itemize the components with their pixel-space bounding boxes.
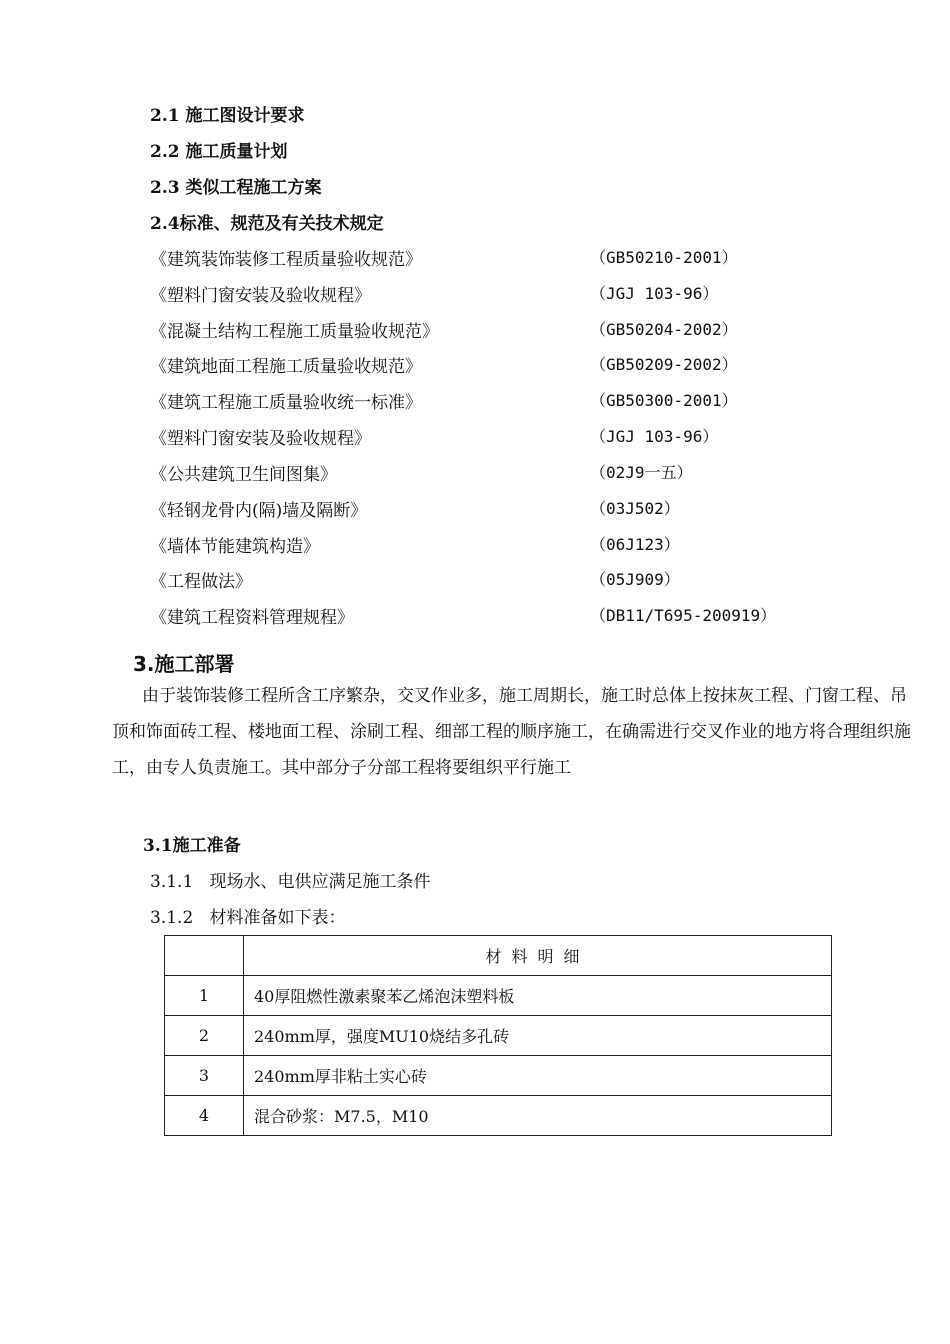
row-description: 240mm厚非粘土实心砖 bbox=[244, 1056, 832, 1096]
section-3-1-title: 3.1施工准备 bbox=[143, 836, 241, 856]
table-row bbox=[165, 1096, 832, 1136]
standard-code: （03J502） bbox=[590, 499, 680, 518]
standard-code: （JGJ 103-96） bbox=[590, 427, 719, 446]
row-number: 2 bbox=[165, 1016, 244, 1056]
item-3-1-1: 3.1.1 现场水、电供应满足施工条件 bbox=[150, 872, 431, 892]
standard-code: （06J123） bbox=[590, 535, 680, 554]
heading-2-3: 2.3 类似工程施工方案 bbox=[150, 178, 322, 198]
table-header-cell: 材料明细 bbox=[244, 936, 832, 976]
standard-title: 《混凝土结构工程施工质量验收规范》 bbox=[150, 322, 439, 342]
standard-code: （GB50210-2001） bbox=[590, 248, 738, 267]
standard-title: 《塑料门窗安装及验收规程》 bbox=[150, 429, 371, 449]
standard-title: 《建筑装饰装修工程质量验收规范》 bbox=[150, 250, 422, 270]
standard-title: 《墙体节能建筑构造》 bbox=[150, 537, 320, 557]
standard-code: （05J909） bbox=[590, 570, 680, 589]
deployment-paragraph bbox=[112, 678, 912, 786]
heading-2-2: 2.2 施工质量计划 bbox=[150, 142, 288, 162]
row-description: 240mm厚，强度MU10烧结多孔砖 bbox=[244, 1016, 832, 1056]
row-description: 40厚阻燃性激素聚苯乙烯泡沫塑料板 bbox=[244, 976, 832, 1016]
standard-title: 《建筑工程资料管理规程》 bbox=[150, 608, 354, 628]
table-row bbox=[165, 976, 832, 1016]
table-row bbox=[165, 1056, 832, 1096]
heading-2-1: 2.1 施工图设计要求 bbox=[150, 106, 305, 126]
item-3-1-2: 3.1.2 材料准备如下表： bbox=[150, 908, 346, 928]
standard-code: （GB50204-2002） bbox=[590, 320, 738, 339]
standard-title: 《工程做法》 bbox=[150, 572, 252, 592]
table-header-row bbox=[165, 936, 832, 976]
standard-code: （DB11/T695-200919） bbox=[590, 606, 777, 625]
materials-table bbox=[164, 935, 832, 1136]
row-description: 混合砂浆：M7.5，M10 bbox=[244, 1096, 832, 1136]
standard-code: （GB50209-2002） bbox=[590, 355, 738, 374]
standard-title: 《轻钢龙骨内(隔)墙及隔断》 bbox=[150, 501, 368, 521]
heading-2-4: 2.4标准、规范及有关技术规定 bbox=[150, 214, 384, 234]
table-header-blank bbox=[165, 936, 244, 976]
section-3-title: 3.施工部署 bbox=[133, 652, 235, 676]
standard-title: 《建筑工程施工质量验收统一标准》 bbox=[150, 393, 422, 413]
standard-title: 《建筑地面工程施工质量验收规范》 bbox=[150, 357, 422, 377]
standard-code: （GB50300-2001） bbox=[590, 391, 738, 410]
row-number: 4 bbox=[165, 1096, 244, 1136]
standard-title: 《公共建筑卫生间图集》 bbox=[150, 465, 337, 485]
row-number: 3 bbox=[165, 1056, 244, 1096]
row-number: 1 bbox=[165, 976, 244, 1016]
standard-code: （02J9一五） bbox=[590, 463, 693, 482]
standard-code: （JGJ 103-96） bbox=[590, 284, 719, 303]
table-row bbox=[165, 1016, 832, 1056]
deployment-paragraph-text: 由于装饰装修工程所含工序繁杂，交叉作业多，施工周期长，施工时总体上按抹灰工程、门窗工程、吊顶和饰面砖工程、楼地面工程、涂刷工程、细部工程的顺序施工，在确需进行交叉作业的地方将合理组织施工，由专人负责施工。其中部分子分部工程将要组织平行施工 bbox=[112, 686, 911, 778]
standard-title: 《塑料门窗安装及验收规程》 bbox=[150, 286, 371, 306]
